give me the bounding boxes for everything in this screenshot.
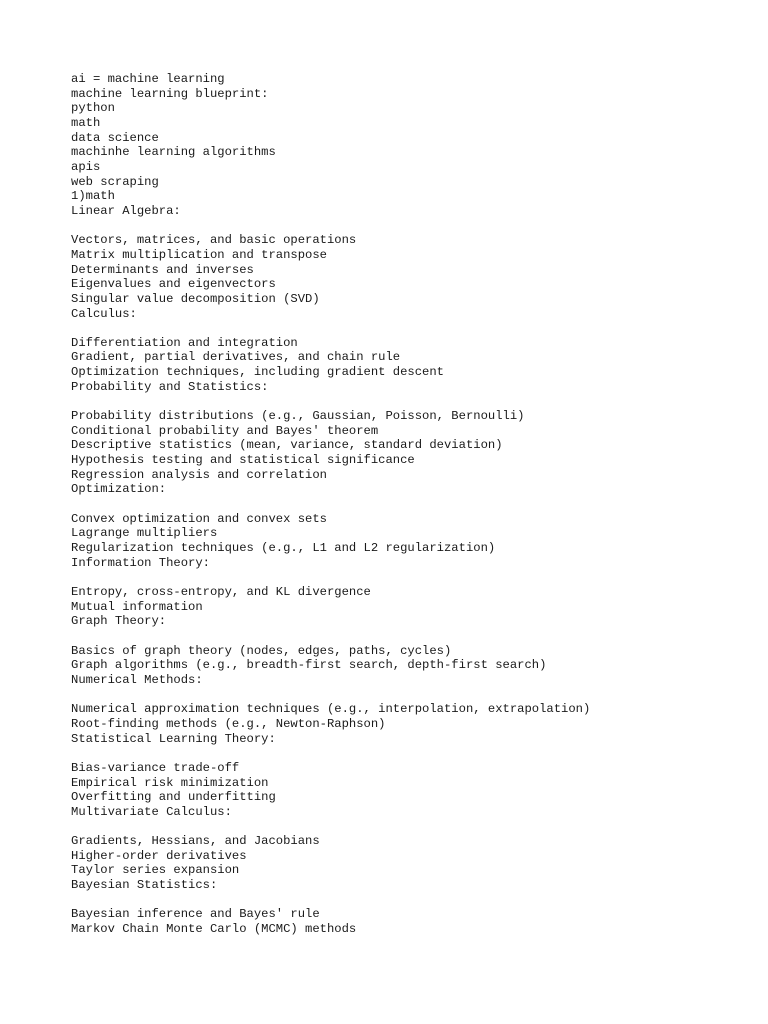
text-line: Conditional probability and Bayes' theorem [71, 423, 379, 438]
text-line: Taylor series expansion [71, 863, 240, 878]
section-heading: Information Theory: [71, 555, 210, 570]
section-heading: Bayesian Statistics: [71, 878, 218, 893]
text-line: Higher-order derivatives [71, 848, 247, 863]
text-line: Root-finding methods (e.g., Newton-Raphson) [71, 716, 386, 731]
blank-line [71, 688, 731, 703]
blank-line [71, 893, 731, 908]
text-line: Convex optimization and convex sets [71, 511, 327, 526]
text-line: Matrix multiplication and transpose [71, 247, 327, 262]
section-heading: Graph Theory: [71, 614, 167, 629]
text-line: 1)math [71, 189, 115, 204]
text-line: Hypothesis testing and statistical significance [71, 453, 415, 468]
text-line: Gradient, partial derivatives, and chain rule [71, 350, 401, 365]
text-line: Differentiation and integration [71, 335, 298, 350]
document-body [71, 72, 731, 937]
text-line: Empirical risk minimization [71, 775, 269, 790]
blank-line [71, 394, 731, 409]
text-line: Descriptive statistics (mean, variance, standard deviation) [71, 438, 503, 453]
text-line: math [71, 115, 101, 130]
text-line: web scraping [71, 174, 159, 189]
text-line: ai = machine learning [71, 72, 225, 86]
text-line: Basics of graph theory (nodes, edges, paths, cycles) [71, 643, 452, 658]
blank-line [71, 629, 731, 644]
blank-line [71, 819, 731, 834]
text-line: apis [71, 159, 101, 174]
text-line: python [71, 101, 115, 116]
section-heading: Probability and Statistics: [71, 379, 269, 394]
text-line: Bayesian inference and Bayes' rule [71, 907, 320, 922]
section-heading: Numerical Methods: [71, 672, 203, 687]
text-line: machinhe learning algorithms [71, 145, 276, 160]
text-line: Graph algorithms (e.g., breadth-first search, depth-first search) [71, 658, 547, 673]
text-line: Determinants and inverses [71, 262, 254, 277]
section-heading: machine learning blueprint: [71, 86, 269, 101]
blank-line [71, 570, 731, 585]
text-line: Singular value decomposition (SVD) [71, 291, 320, 306]
blank-line [71, 746, 731, 761]
text-line: Gradients, Hessians, and Jacobians [71, 834, 320, 849]
section-heading: Calculus: [71, 306, 137, 321]
blank-line [71, 321, 731, 336]
text-line: Regression analysis and correlation [71, 467, 327, 482]
text-line: Numerical approximation techniques (e.g., interpolation, extrapolation) [71, 702, 591, 717]
text-line: Eigenvalues and eigenvectors [71, 277, 276, 292]
section-heading: Multivariate Calculus: [71, 804, 232, 819]
blank-line [71, 219, 731, 234]
text-line: Lagrange multipliers [71, 526, 218, 541]
section-heading: Linear Algebra: [71, 203, 181, 218]
section-heading: Optimization: [71, 482, 167, 497]
blank-line [71, 497, 731, 512]
section-heading: Statistical Learning Theory: [71, 731, 276, 746]
text-line: Markov Chain Monte Carlo (MCMC) methods [71, 922, 357, 937]
text-line: Entropy, cross-entropy, and KL divergence [71, 584, 371, 599]
text-line: data science [71, 130, 159, 145]
text-line: Overfitting and underfitting [71, 790, 276, 805]
text-line: Mutual information [71, 599, 203, 614]
text-line: Vectors, matrices, and basic operations [71, 233, 357, 248]
text-line: Optimization techniques, including gradient descent [71, 365, 444, 380]
text-line: Bias-variance trade-off [71, 760, 240, 775]
text-line: Probability distributions (e.g., Gaussian, Poisson, Bernoulli) [71, 409, 525, 424]
text-line: Regularization techniques (e.g., L1 and L2 regularization) [71, 541, 496, 555]
